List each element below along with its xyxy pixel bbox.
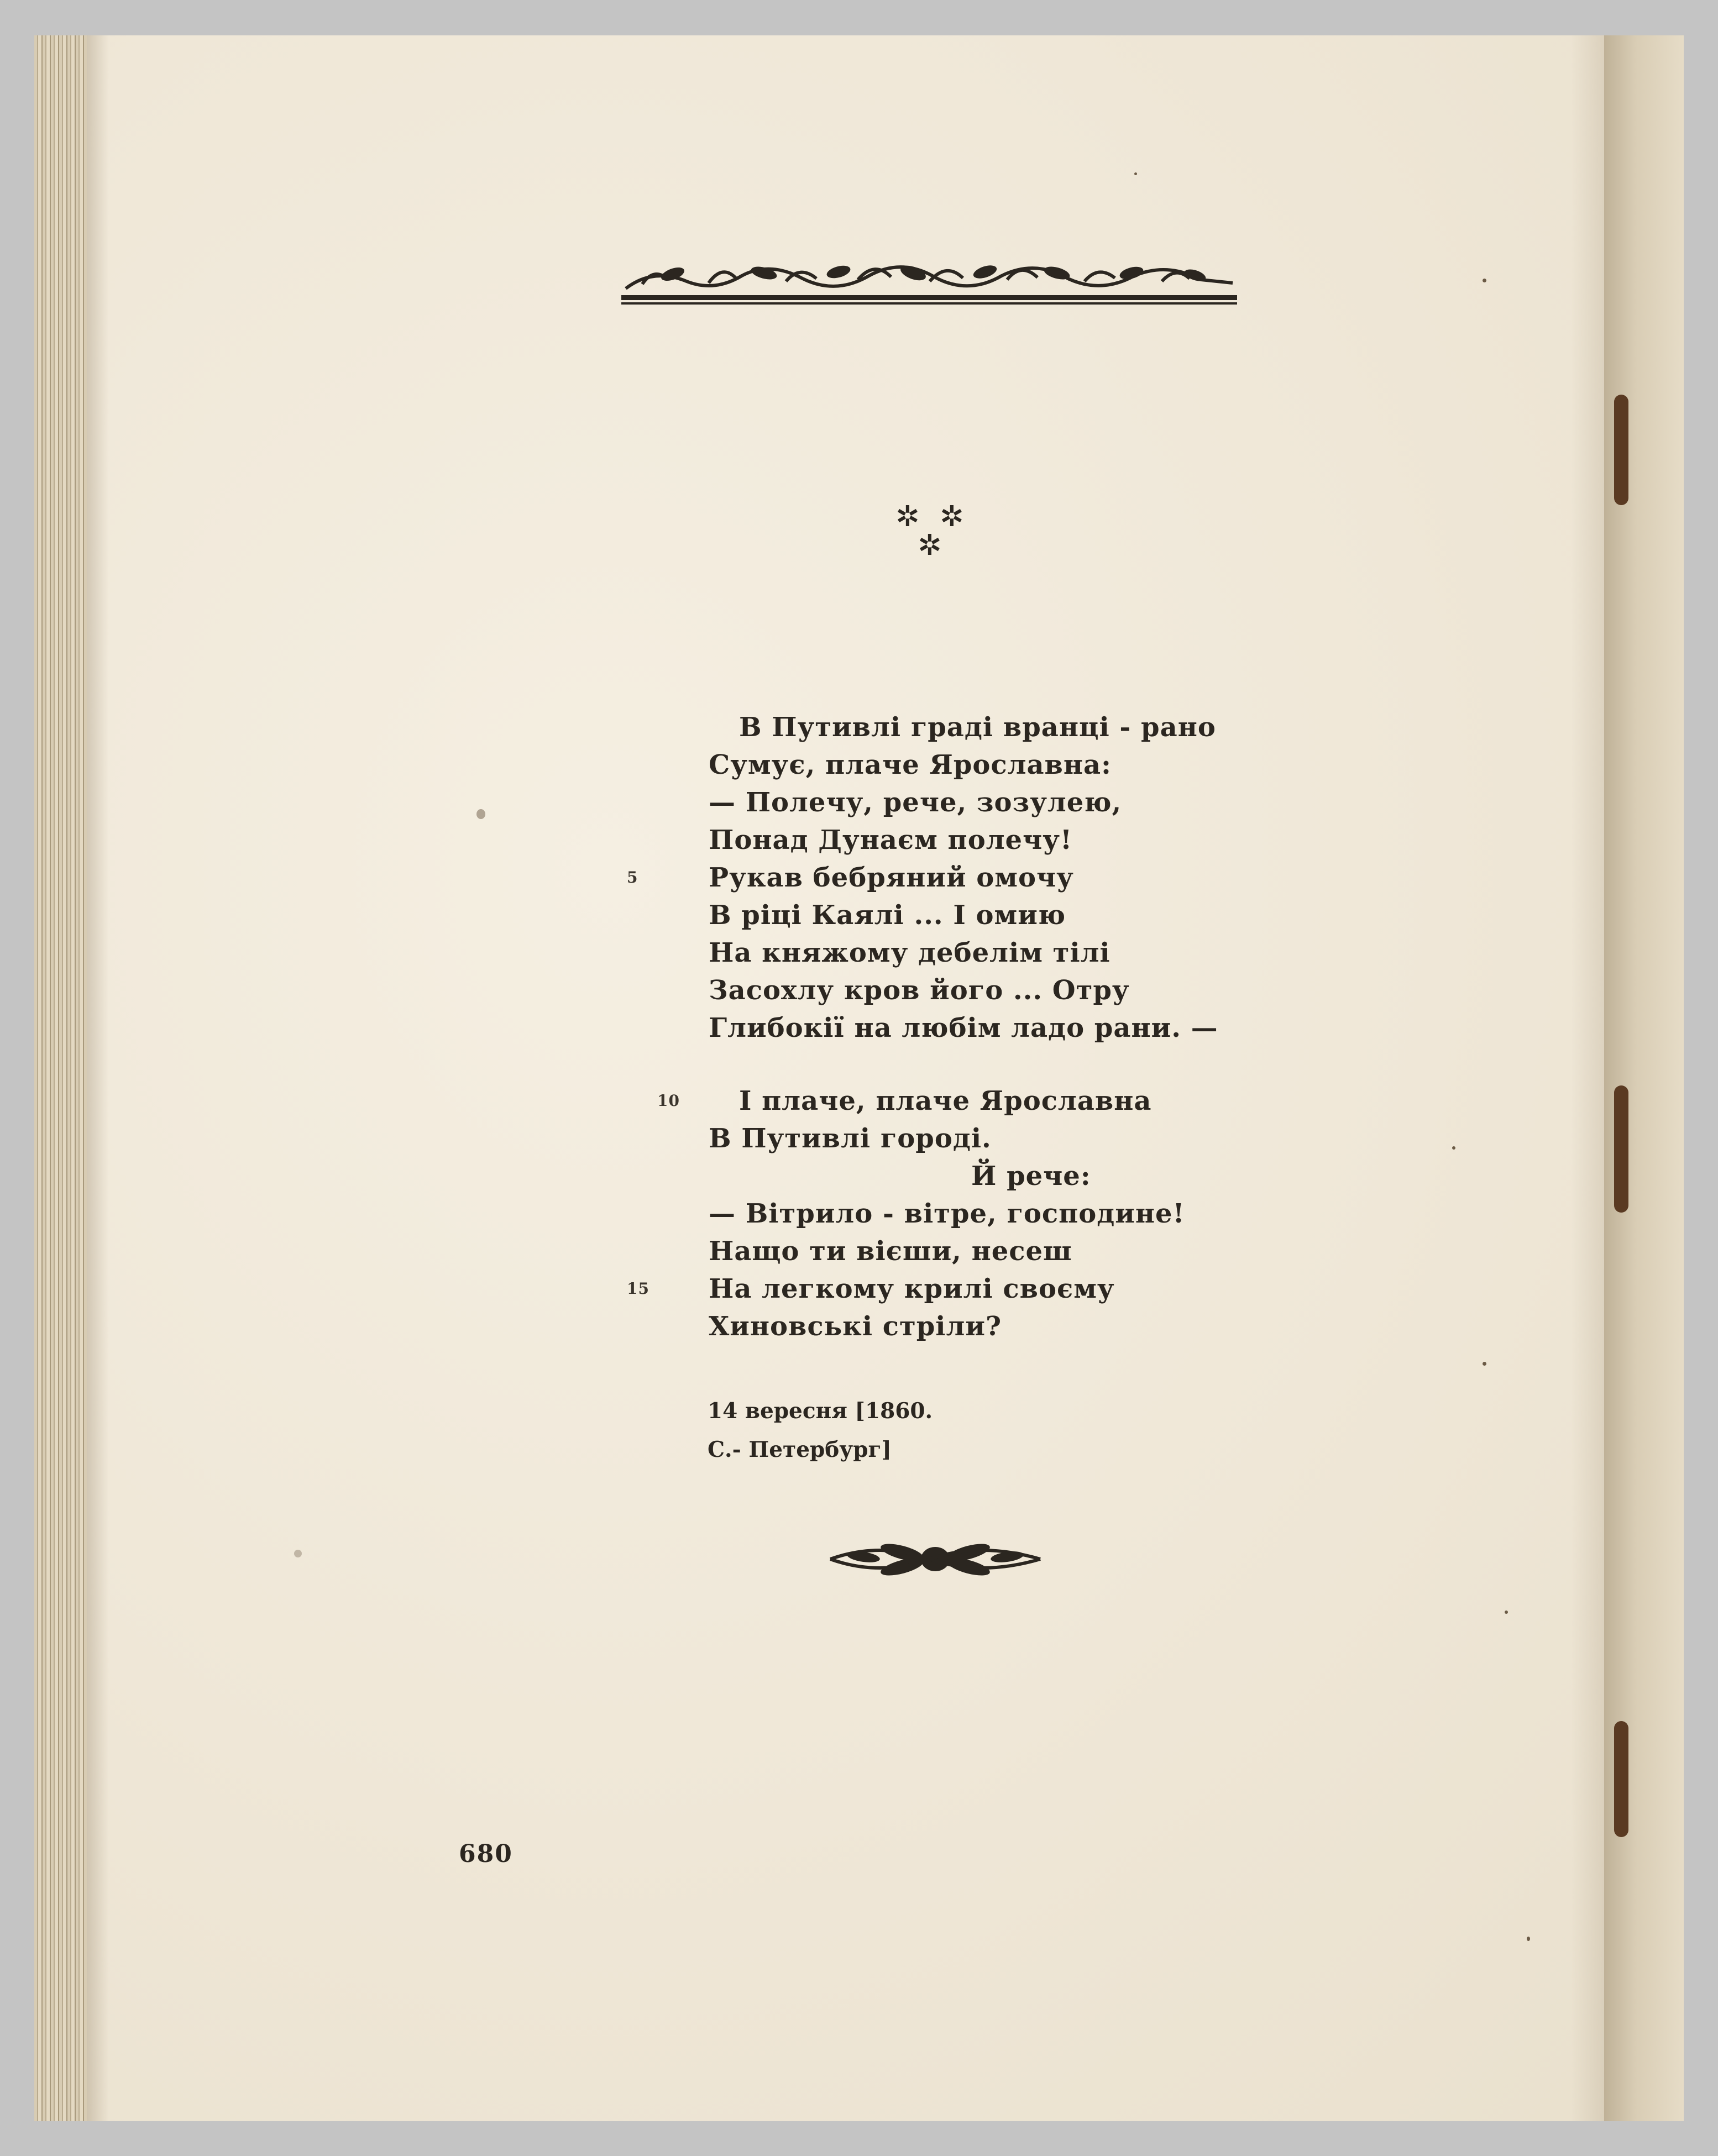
poem-line: В Путивлі городі. [709, 1123, 992, 1154]
poem-body [627, 709, 1261, 1345]
poem-line: В Путивлі граді вранці - рано [739, 712, 1216, 743]
poem-line: В ріці Каялі ... І омию [709, 900, 1066, 931]
poem-line: 5 Рукав бебряний омочу [709, 859, 1261, 896]
poem-line: — Полечу, рече, зозулею, [709, 787, 1122, 818]
poem-line: — Вітрило - вітре, господине! [709, 1198, 1185, 1229]
paper-speck [1452, 1146, 1455, 1150]
poem-line: 10 І плаче, плаче Ярославна [709, 1082, 1261, 1120]
poem-line: Сумує, плаче Ярославна: [709, 749, 1112, 780]
svg-text:✲: ✲ [918, 529, 942, 562]
paper-speck [1505, 1611, 1508, 1614]
paper-speck [1483, 279, 1486, 282]
poem-line: Понад Дунаєм полечу! [709, 825, 1073, 856]
binding-thread [1614, 1085, 1628, 1213]
headpiece-ornament-icon [620, 251, 1238, 306]
place-line: С.- Петербург] [708, 1437, 892, 1462]
line-number: 10 [657, 1092, 680, 1110]
line-number: 5 [627, 868, 638, 886]
binding-thread [1614, 1721, 1628, 1837]
line-number: 15 [627, 1279, 650, 1298]
asterism-icon [880, 494, 980, 571]
page-edges [34, 35, 87, 2121]
book-page [34, 35, 1684, 2121]
binding-thread [1614, 395, 1628, 505]
svg-text:✲: ✲ [895, 500, 920, 533]
poem-line: Хиновські стріли? [709, 1311, 1002, 1342]
poem-line: На княжому дебелім тілі [709, 937, 1111, 968]
paper-speck [476, 809, 485, 819]
paper-speck [1527, 1937, 1530, 1941]
poem-dating [708, 1392, 933, 1469]
poem-line: Глибокії на любім ладо рани. — [709, 1013, 1218, 1043]
paper-speck [1483, 1362, 1486, 1366]
poem-line: Нащо ти вієши, несеш [709, 1236, 1072, 1267]
paper-speck [294, 1550, 302, 1557]
paper-speck [1134, 172, 1137, 175]
page-number: 680 [459, 1840, 513, 1868]
stanza-break [709, 1047, 1261, 1082]
poem-line: Засохлу кров його ... Отру [709, 975, 1130, 1006]
svg-text:✲: ✲ [940, 500, 964, 533]
poem-line: Й рече: [971, 1161, 1091, 1192]
tailpiece-ornament-icon [819, 1530, 1051, 1588]
poem-line: 15 На легкому крилі своєму [709, 1270, 1261, 1308]
date-line: 14 вересня [1860. [708, 1398, 933, 1424]
